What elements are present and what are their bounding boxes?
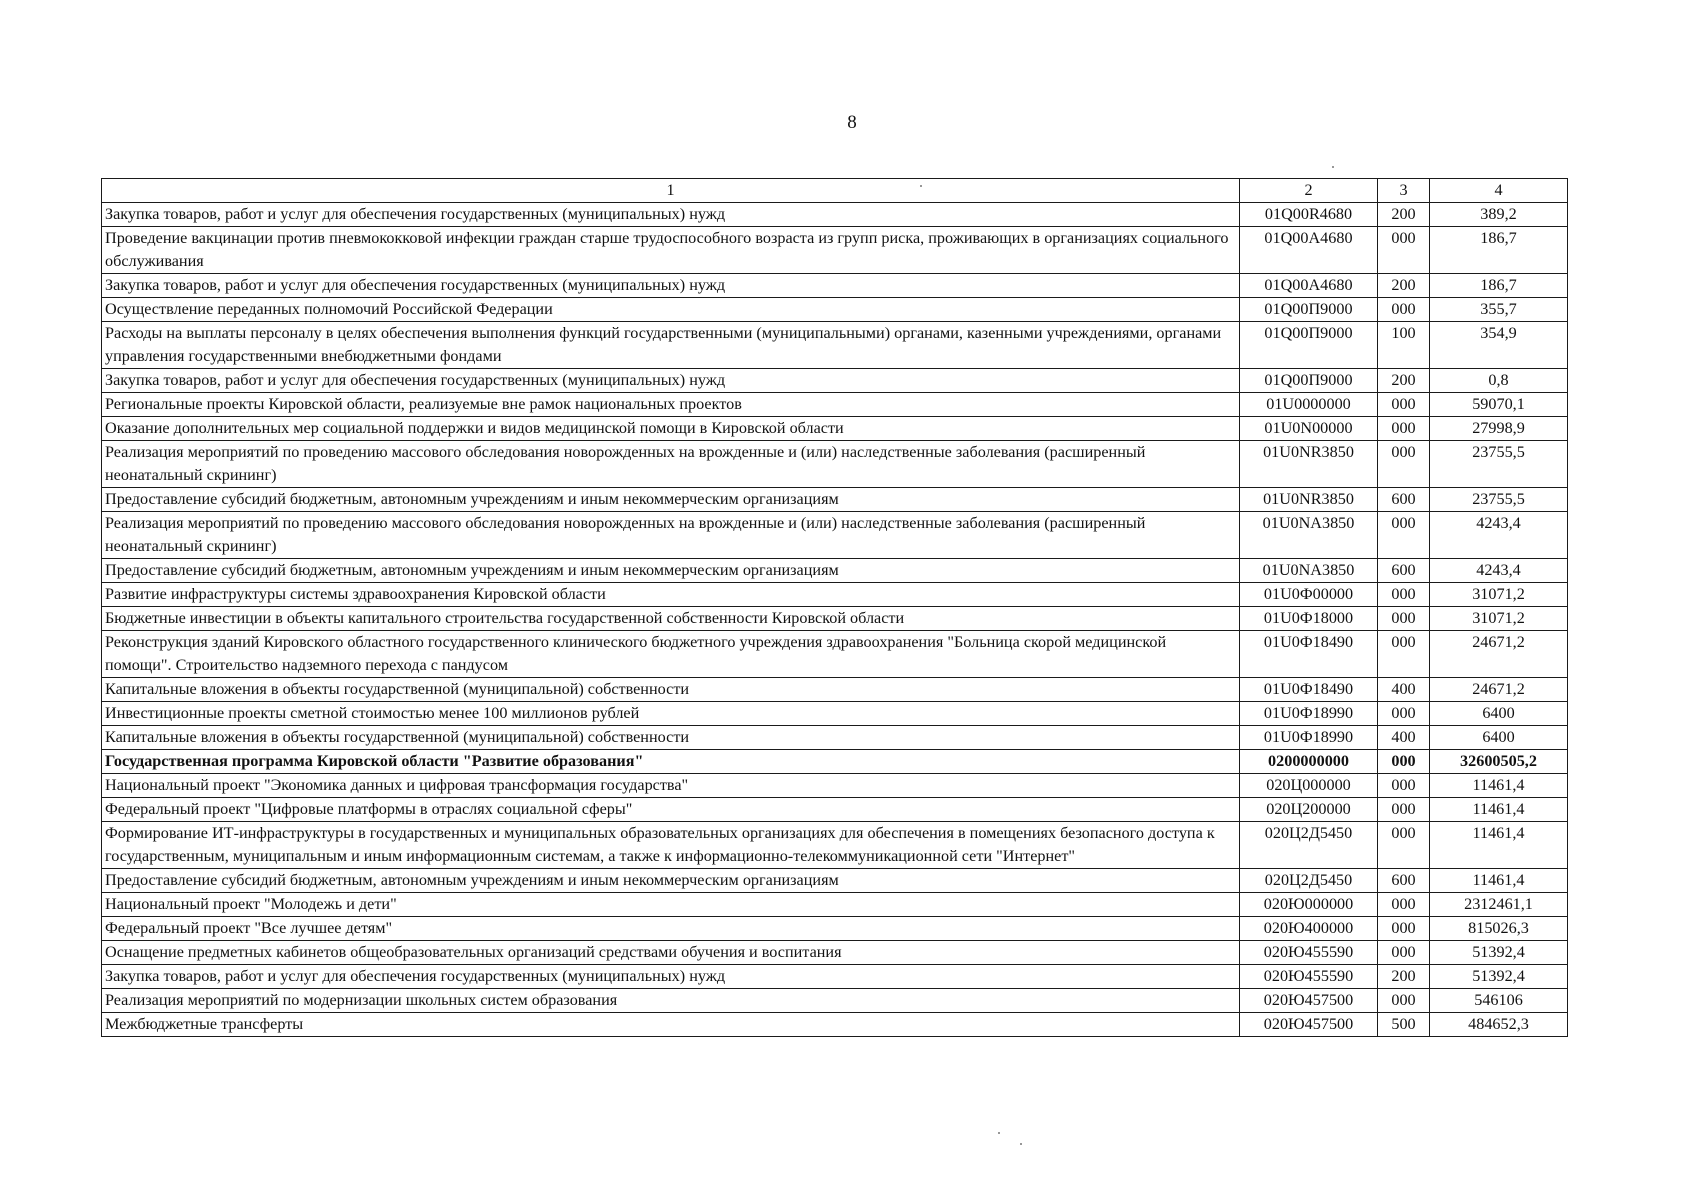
table-row: [102, 559, 1568, 583]
row-kind-cell: 000: [1378, 941, 1430, 965]
row-name-cell: Реализация мероприятий по проведению массового обследования новорожденных на врожденные и (или) наследственные заболевания (расширенный неонатальный скрининг): [102, 512, 1240, 559]
row-kind-cell: 000: [1378, 917, 1430, 941]
table-row: [102, 798, 1568, 822]
row-name-cell: Реконструкция зданий Кировского областного государственного клинического бюджетного учреждения здравоохранения "Больница скорой медицинской помощи". Строительство надземного перехода с пандусом: [102, 631, 1240, 678]
row-name-cell: Расходы на выплаты персоналу в целях обеспечения выполнения функций государственными (муниципальными) органами, казенными учреждениями, органами управления государственными внебюджетными фондами: [102, 322, 1240, 369]
row-code-cell: 01U0Ф00000: [1240, 583, 1378, 607]
row-code-cell: 020Ю457500: [1240, 989, 1378, 1013]
page-number: 8: [847, 112, 857, 133]
scan-speck: [998, 1132, 1000, 1134]
row-name-cell: Капитальные вложения в объекты государственной (муниципальной) собственности: [102, 726, 1240, 750]
row-kind-cell: 000: [1378, 583, 1430, 607]
row-kind-cell: 500: [1378, 1013, 1430, 1037]
row-amount-cell: 11461,4: [1430, 774, 1568, 798]
row-code-cell: 020Ю400000: [1240, 917, 1378, 941]
row-kind-cell: 000: [1378, 631, 1430, 678]
row-code-cell: 01U0NA3850: [1240, 559, 1378, 583]
row-kind-cell: 000: [1378, 298, 1430, 322]
table-row: [102, 631, 1568, 678]
row-code-cell: 020Ц000000: [1240, 774, 1378, 798]
row-amount-cell: 0,8: [1430, 369, 1568, 393]
row-amount-cell: 11461,4: [1430, 822, 1568, 869]
row-name-cell: Государственная программа Кировской области "Развитие образования": [102, 750, 1240, 774]
table-row: [102, 583, 1568, 607]
row-code-cell: 020Ю455590: [1240, 941, 1378, 965]
row-kind-cell: 000: [1378, 750, 1430, 774]
row-code-cell: 020Ц2Д5450: [1240, 869, 1378, 893]
row-amount-cell: 354,9: [1430, 322, 1568, 369]
row-amount-cell: 31071,2: [1430, 583, 1568, 607]
row-amount-cell: 23755,5: [1430, 488, 1568, 512]
row-code-cell: 01U0Ф18490: [1240, 631, 1378, 678]
row-name-cell: Региональные проекты Кировской области, реализуемые вне рамок национальных проектов: [102, 393, 1240, 417]
table-row: [102, 893, 1568, 917]
row-name-cell: Реализация мероприятий по проведению массового обследования новорожденных на врожденные и (или) наследственные заболевания (расширенный неонатальный скрининг): [102, 441, 1240, 488]
table-row: [102, 1013, 1568, 1037]
table-row: [102, 726, 1568, 750]
row-code-cell: 020Ц200000: [1240, 798, 1378, 822]
scan-speck: [920, 185, 922, 187]
row-kind-cell: 000: [1378, 393, 1430, 417]
table-row: [102, 512, 1568, 559]
table-row: [102, 869, 1568, 893]
row-code-cell: 01Q00П9000: [1240, 298, 1378, 322]
row-amount-cell: 32600505,2: [1430, 750, 1568, 774]
row-code-cell: 01Q00A4680: [1240, 274, 1378, 298]
column-header-amount: 4: [1430, 179, 1568, 203]
row-code-cell: 020Ю457500: [1240, 1013, 1378, 1037]
row-code-cell: 01U0Ф18490: [1240, 678, 1378, 702]
row-kind-cell: 100: [1378, 322, 1430, 369]
row-amount-cell: 11461,4: [1430, 798, 1568, 822]
row-kind-cell: 200: [1378, 274, 1430, 298]
row-code-cell: 01Q00R4680: [1240, 203, 1378, 227]
row-name-cell: Оснащение предметных кабинетов общеобразовательных организаций средствами обучения и воспитания: [102, 941, 1240, 965]
row-name-cell: Осуществление переданных полномочий Российской Федерации: [102, 298, 1240, 322]
row-code-cell: 01U0NR3850: [1240, 441, 1378, 488]
column-header-kind: 3: [1378, 179, 1430, 203]
row-kind-cell: 200: [1378, 203, 1430, 227]
row-amount-cell: 27998,9: [1430, 417, 1568, 441]
row-code-cell: 01U0NA3850: [1240, 512, 1378, 559]
scan-speck: [1020, 1143, 1022, 1145]
row-name-cell: Межбюджетные трансферты: [102, 1013, 1240, 1037]
table-body: [102, 203, 1568, 1037]
row-code-cell: 020Ю455590: [1240, 965, 1378, 989]
row-code-cell: 0200000000: [1240, 750, 1378, 774]
table-row: [102, 393, 1568, 417]
row-kind-cell: 000: [1378, 893, 1430, 917]
row-name-cell: Реализация мероприятий по модернизации школьных систем образования: [102, 989, 1240, 1013]
row-name-cell: Проведение вакцинации против пневмококковой инфекции граждан старше трудоспособного возраста из групп риска, проживающих в организациях социального обслуживания: [102, 227, 1240, 274]
row-amount-cell: 355,7: [1430, 298, 1568, 322]
table-header-row: [102, 179, 1568, 203]
row-amount-cell: 6400: [1430, 726, 1568, 750]
row-kind-cell: 600: [1378, 869, 1430, 893]
table-row: [102, 203, 1568, 227]
table-row: [102, 298, 1568, 322]
column-header-code: 2: [1240, 179, 1378, 203]
row-amount-cell: 31071,2: [1430, 607, 1568, 631]
budget-table: [101, 178, 1568, 1037]
row-name-cell: Закупка товаров, работ и услуг для обеспечения государственных (муниципальных) нужд: [102, 965, 1240, 989]
row-code-cell: 01Q00П9000: [1240, 369, 1378, 393]
table-row: [102, 322, 1568, 369]
row-kind-cell: 000: [1378, 227, 1430, 274]
row-code-cell: 01U0Ф18990: [1240, 726, 1378, 750]
table-row: [102, 774, 1568, 798]
row-code-cell: 01Q00A4680: [1240, 227, 1378, 274]
row-name-cell: Формирование ИТ-инфраструктуры в государственных и муниципальных образовательных организациях для обеспечения в помещениях безопасного доступа к государственным, муниципальным и иным информационным системам, а также к информационно-телекоммуникационной сети "Интернет": [102, 822, 1240, 869]
column-header-name: 1: [102, 179, 1240, 203]
row-amount-cell: 24671,2: [1430, 631, 1568, 678]
row-amount-cell: 186,7: [1430, 227, 1568, 274]
row-name-cell: Предоставление субсидий бюджетным, автономным учреждениям и иным некоммерческим организациям: [102, 869, 1240, 893]
row-kind-cell: 200: [1378, 965, 1430, 989]
table-row: [102, 702, 1568, 726]
row-amount-cell: 2312461,1: [1430, 893, 1568, 917]
row-kind-cell: 000: [1378, 417, 1430, 441]
row-amount-cell: 51392,4: [1430, 965, 1568, 989]
row-kind-cell: 000: [1378, 989, 1430, 1013]
row-amount-cell: 186,7: [1430, 274, 1568, 298]
row-name-cell: Федеральный проект "Цифровые платформы в отраслях социальной сферы": [102, 798, 1240, 822]
row-kind-cell: 000: [1378, 512, 1430, 559]
row-kind-cell: 600: [1378, 488, 1430, 512]
row-name-cell: Развитие инфраструктуры системы здравоохранения Кировской области: [102, 583, 1240, 607]
row-amount-cell: 4243,4: [1430, 512, 1568, 559]
table-row: [102, 822, 1568, 869]
table-row: [102, 607, 1568, 631]
row-code-cell: 01U0NR3850: [1240, 488, 1378, 512]
row-kind-cell: 400: [1378, 678, 1430, 702]
row-name-cell: Национальный проект "Молодежь и дети": [102, 893, 1240, 917]
row-code-cell: 01U0Ф18000: [1240, 607, 1378, 631]
row-amount-cell: 484652,3: [1430, 1013, 1568, 1037]
row-name-cell: Оказание дополнительных мер социальной поддержки и видов медицинской помощи в Кировской области: [102, 417, 1240, 441]
row-kind-cell: 600: [1378, 559, 1430, 583]
table-row: [102, 274, 1568, 298]
row-code-cell: 01Q00П9000: [1240, 322, 1378, 369]
row-amount-cell: 59070,1: [1430, 393, 1568, 417]
row-amount-cell: 546106: [1430, 989, 1568, 1013]
row-amount-cell: 389,2: [1430, 203, 1568, 227]
table-row: [102, 417, 1568, 441]
row-amount-cell: 51392,4: [1430, 941, 1568, 965]
row-amount-cell: 24671,2: [1430, 678, 1568, 702]
row-kind-cell: 000: [1378, 441, 1430, 488]
row-name-cell: Закупка товаров, работ и услуг для обеспечения государственных (муниципальных) нужд: [102, 274, 1240, 298]
table-row: [102, 917, 1568, 941]
row-kind-cell: 000: [1378, 798, 1430, 822]
row-name-cell: Бюджетные инвестиции в объекты капитального строительства государственной собственности Кировской области: [102, 607, 1240, 631]
row-name-cell: Капитальные вложения в объекты государственной (муниципальной) собственности: [102, 678, 1240, 702]
table-row: [102, 941, 1568, 965]
row-name-cell: Предоставление субсидий бюджетным, автономным учреждениям и иным некоммерческим организациям: [102, 488, 1240, 512]
row-kind-cell: 400: [1378, 726, 1430, 750]
row-kind-cell: 000: [1378, 774, 1430, 798]
row-amount-cell: 815026,3: [1430, 917, 1568, 941]
row-amount-cell: 4243,4: [1430, 559, 1568, 583]
row-code-cell: 020Ц2Д5450: [1240, 822, 1378, 869]
row-kind-cell: 000: [1378, 607, 1430, 631]
row-amount-cell: 11461,4: [1430, 869, 1568, 893]
table-row: [102, 369, 1568, 393]
row-code-cell: 01U0Ф18990: [1240, 702, 1378, 726]
table-row: [102, 965, 1568, 989]
row-kind-cell: 000: [1378, 822, 1430, 869]
row-name-cell: Закупка товаров, работ и услуг для обеспечения государственных (муниципальных) нужд: [102, 369, 1240, 393]
table-row: [102, 227, 1568, 274]
table-row: [102, 488, 1568, 512]
table-row: [102, 750, 1568, 774]
row-name-cell: Федеральный проект "Все лучшее детям": [102, 917, 1240, 941]
row-kind-cell: 000: [1378, 702, 1430, 726]
row-name-cell: Предоставление субсидий бюджетным, автономным учреждениям и иным некоммерческим организациям: [102, 559, 1240, 583]
row-code-cell: 01U0N00000: [1240, 417, 1378, 441]
row-code-cell: 01U0000000: [1240, 393, 1378, 417]
table-row: [102, 989, 1568, 1013]
row-name-cell: Инвестиционные проекты сметной стоимостью менее 100 миллионов рублей: [102, 702, 1240, 726]
row-code-cell: 020Ю000000: [1240, 893, 1378, 917]
row-name-cell: Национальный проект "Экономика данных и цифровая трансформация государства": [102, 774, 1240, 798]
row-kind-cell: 200: [1378, 369, 1430, 393]
table-row: [102, 678, 1568, 702]
scan-speck: [1332, 166, 1334, 168]
row-amount-cell: 23755,5: [1430, 441, 1568, 488]
row-amount-cell: 6400: [1430, 702, 1568, 726]
table-row: [102, 441, 1568, 488]
row-name-cell: Закупка товаров, работ и услуг для обеспечения государственных (муниципальных) нужд: [102, 203, 1240, 227]
